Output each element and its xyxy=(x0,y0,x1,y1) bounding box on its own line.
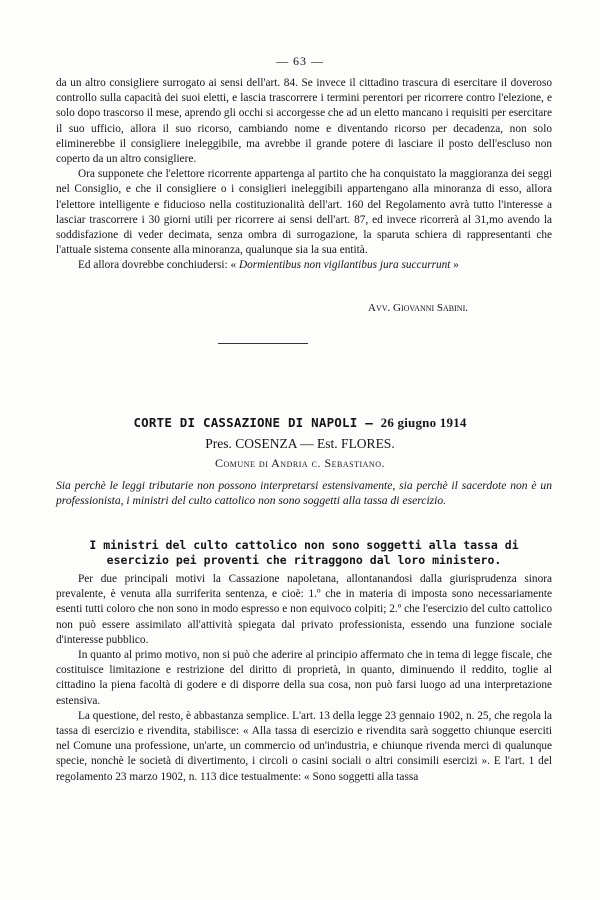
ruling-date: 26 giugno 1914 xyxy=(380,415,467,430)
ruling-heading: I ministri del culto cattolico non sono soggetti alla tassa di esercizio pei proventi che ritraggono dal loro ministero. xyxy=(89,538,519,567)
paragraph: In quanto al primo motivo, non si può che aderire al principio affermato che in tema di legge fiscale, che costituisce limitazione e restrizione del diritto di proprietà, in quanto, diminuendo il reddito, toglie al cittadino la piena facoltà di godere e di disporre della sua cosa, non può farsi luogo ad una interpretazione estensiva. xyxy=(56,649,552,707)
page-number: — 63 — xyxy=(276,54,324,68)
article-conclusion xyxy=(56,76,552,274)
author-signature: Avv. Giovanni Sabini. xyxy=(368,302,468,314)
parties-line: Comune di Andria c. Sebastiano. xyxy=(215,456,385,470)
paragraph: Ora supponete che l'elettore ricorrente appartenga al partito che ha conquistato la maggioranza dei seggi nel Consiglio, e che il consigliere o i consiglieri ineleggibili appartengano alla minoranza di esso, allora l'elettore intelligente e fiducioso nella costituzionalità dell'art. 160 del Regolamento avrà tutto l'interesse a lasciar trascorrere i 30 giorni utili per ricorrere ai sensi dell'art. 87, ed invece ricorrerà al 31,mo avendo la soddisfazione di veder decimata, senza ombra di surrogazione, la sparuta schiera di rappresentanti che l'attuale sistema consente alla minoranza, qualunque sia la sua entità. xyxy=(56,168,552,257)
paragraph: La questione, del resto, è abbastanza semplice. L'art. 13 della legge 23 gennaio 1902, n. 25, che regola la tassa di esercizio e rivendita, stabilisce: « Alla tassa di esercizio e rivendita sarà soggetto chiunque eserciti nel Comune una professione, un'arte, un commercio od un'industria, e chiunque rivenda merci di qualunque specie, nonchè le società di divertimento, i circoli o casini sociali o altri consimili esercizi ». E l'art. 1 del regolamento 23 marzo 1902, n. 113 dice testualmente: « Sono soggetti alla tassa xyxy=(56,709,552,783)
paragraph: Per due principali motivi la Cassazione napoletana, allontanandosi dalla giurisprudenza sinora prevalente, è venuta alla surriferita sentenza, e cioè: 1.º che in materia di imposta sono necessariamente esenti tutti coloro che non sono in modo espresso e non equivoco colpiti; 2.º che l'esercizio del culto cattolico non può essere assimilato all'attività spiegata dal privato professionista, essendo una funzione sociale d'interesse pubblico. xyxy=(56,573,552,646)
closing-prefix: Ed allora dovrebbe conchiudersi: « xyxy=(78,259,237,272)
commentary-body xyxy=(56,572,552,785)
judges-line: Pres. COSENZA — Est. FLORES. xyxy=(205,436,395,451)
latin-maxim: Dormientibus non vigilantibus jura succurrunt xyxy=(238,259,451,272)
ruling-maxim: Sia perchè le leggi tributarie non possono interpretarsi estensivamente, sia perchè il sacerdote non è un professionista, i ministri del culto cattolico non sono soggetti alla tassa di esercizio. xyxy=(56,479,552,508)
court-name: CORTE DI CASSAZIONE DI NAPOLI — xyxy=(133,415,373,430)
section-divider xyxy=(218,343,308,344)
court-heading xyxy=(0,415,600,431)
closing-sentence xyxy=(56,258,552,273)
paragraph: da un altro consigliere surrogato ai sensi dell'art. 84. Se invece il cittadino trascura di esercitare il doveroso controllo sulla capacità dei suoi eletti, e lascia trascorrere i termini perentori per ricorrere contro l'elezione, e solo dopo trascorso il mese, aprendo gli occhi si accorgesse che ad un eletto mancano i requisiti per esercitare il suo ufficio, allora il suo ricorso, cambiando nome e diventando ricorso per decadenza, non solo eliminerebbe il consigliere ineleggibile, ma avrebbe il grande potere di lasciare il posto dell'escluso non coperto da un altro consigliere. xyxy=(56,77,552,166)
closing-suffix: » xyxy=(453,259,459,272)
